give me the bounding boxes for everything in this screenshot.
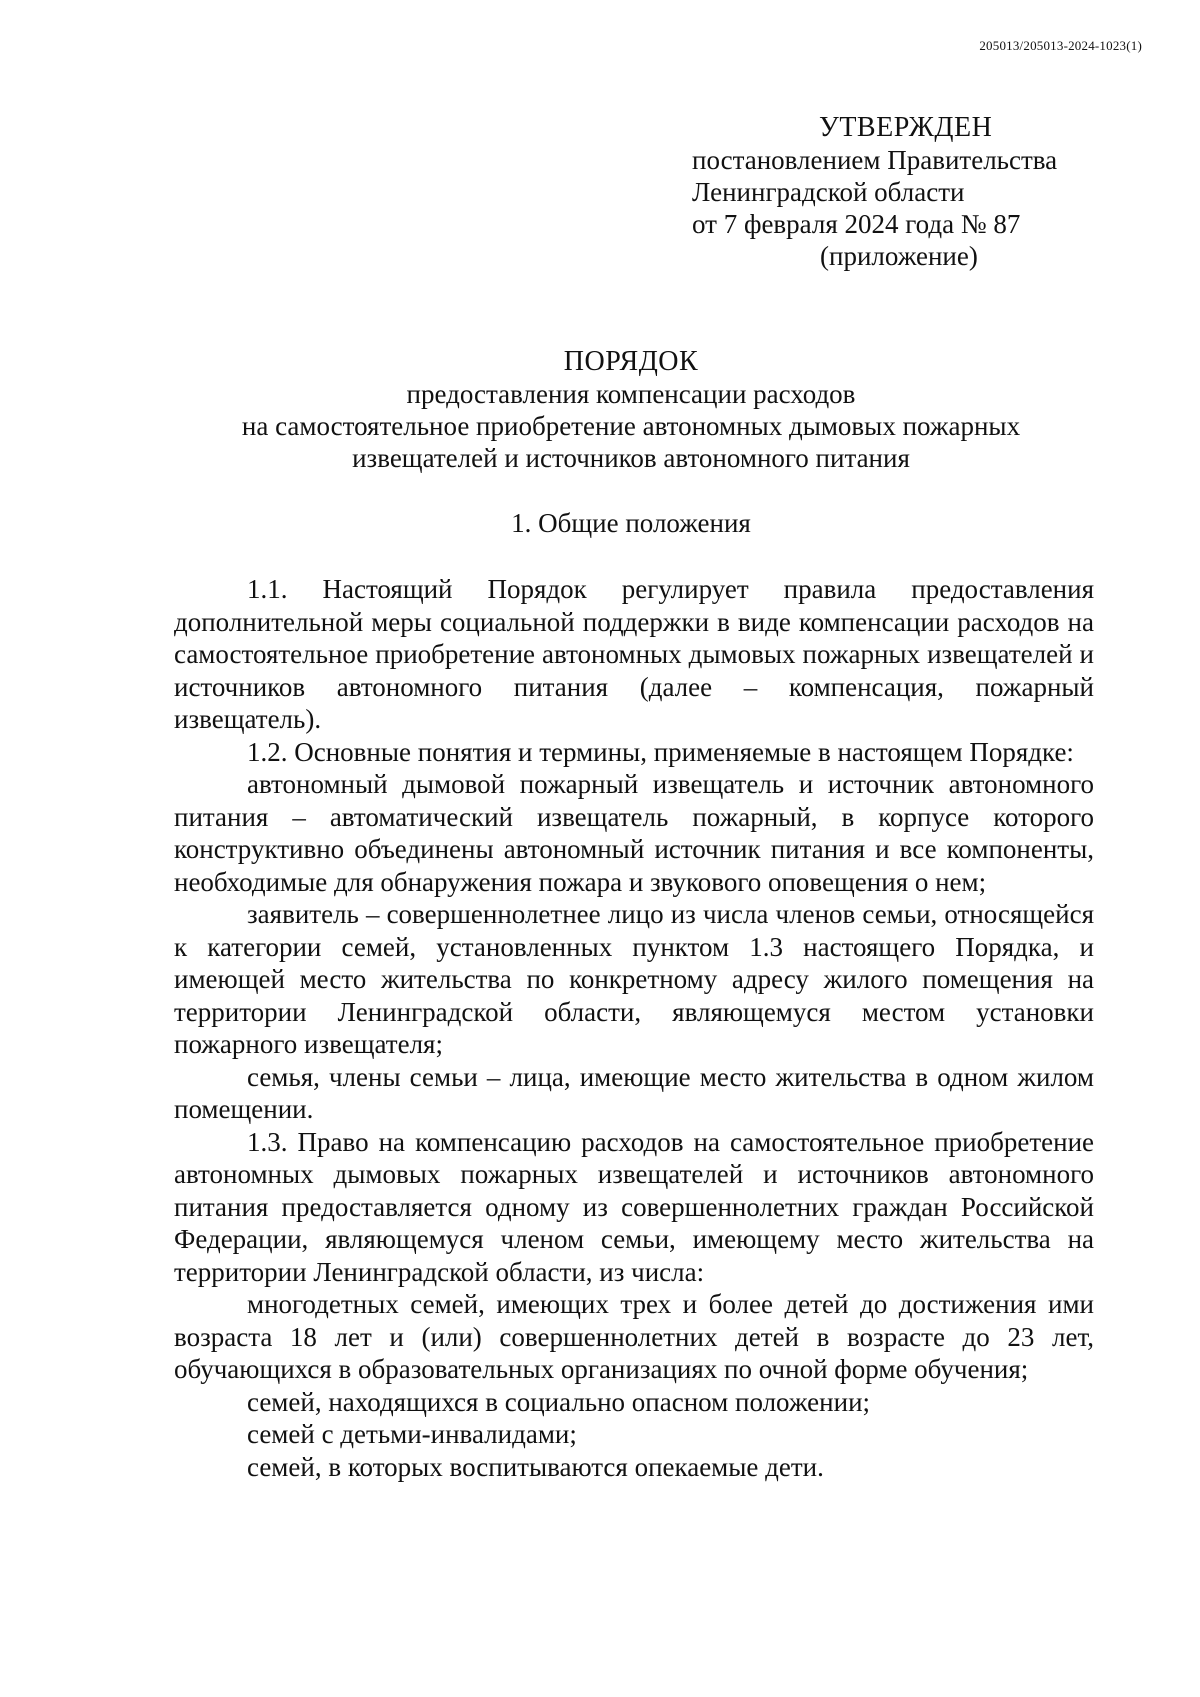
paragraph-definition-family: семья, члены семьи – лица, имеющие место жительства в одном жилом помещении. xyxy=(174,1061,1094,1124)
paragraph-definition-applicant: заявитель – совершеннолетнее лицо из числа членов семьи, относящейся к категории семей, установленных пунктом 1.3 настоящего Порядка, и имеющей место жительства по конкретному адресу жилого помещения на территории Ленинградской области, являющемуся местом установки пожарного извещателя; xyxy=(174,899,1094,1059)
approval-line-1: постановлением Правительства xyxy=(692,145,1058,175)
approval-stamp xyxy=(692,112,1112,272)
paragraph-1-3: 1.3. Право на компенсацию расходов на самостоятельное приобретение автономных дымовых пожарных извещателей и источников автономного питания предоставляется одному из совершеннолетних граждан Российской Федерации, являющемуся членом семьи, имеющему место жительства на территории Ленинградской области, из числа: xyxy=(174,1126,1094,1287)
section-body xyxy=(174,573,1094,1483)
document-id: 205013/205013-2024-1023(1) xyxy=(979,38,1142,53)
paragraph-1-1: 1.1. Настоящий Порядок регулирует правила предоставления дополнительной меры социальной поддержки в виде компенсации расходов на самостоятельное приобретение автономных дымовых пожарных извещателей и источников автономного питания (далее – компенсация, пожарный извещатель). xyxy=(174,574,1094,734)
approval-line-2: Ленинградской области xyxy=(692,177,965,207)
list-item-disabled-children: семей с детьми-инвалидами; xyxy=(247,1419,577,1449)
document-title-block xyxy=(150,346,1112,474)
approval-line-3: от 7 февраля 2024 года № 87 xyxy=(692,209,1021,239)
document-subtitle-line-2: на самостоятельное приобретение автономных дымовых пожарных xyxy=(241,411,1021,441)
approval-appendix: (приложение) xyxy=(820,241,978,271)
paragraph-definition-detector: автономный дымовой пожарный извещатель и источник автономного питания – автоматический извещатель пожарный, в корпусе которого конструктивно объединены автономный источник питания и все компоненты, необходимые для обнаружения пожара и звукового оповещения о нем; xyxy=(174,769,1094,897)
list-item-dangerous-situation: семей, находящихся в социально опасном положении; xyxy=(247,1386,871,1417)
paragraph-1-2: 1.2. Основные понятия и термины, применяемые в настоящем Порядке: xyxy=(247,736,1074,767)
document-subtitle-line-3: извещателей и источников автономного питания xyxy=(352,443,910,473)
document-title: ПОРЯДОК xyxy=(563,346,699,377)
document-subtitle-line-1: предоставления компенсации расходов xyxy=(406,379,856,409)
list-item-large-families: многодетных семей, имеющих трех и более детей до достижения ими возраста 18 лет и (или) совершеннолетних детей в возрасте до 23 лет, обучающихся в образовательных организациях по очной форме обучения; xyxy=(174,1289,1094,1384)
list-item-foster-children: семей, в которых воспитываются опекаемые дети. xyxy=(247,1451,824,1482)
approval-title: УТВЕРЖДЕН xyxy=(819,112,993,143)
section-heading: 1. Общие положения xyxy=(511,508,751,538)
